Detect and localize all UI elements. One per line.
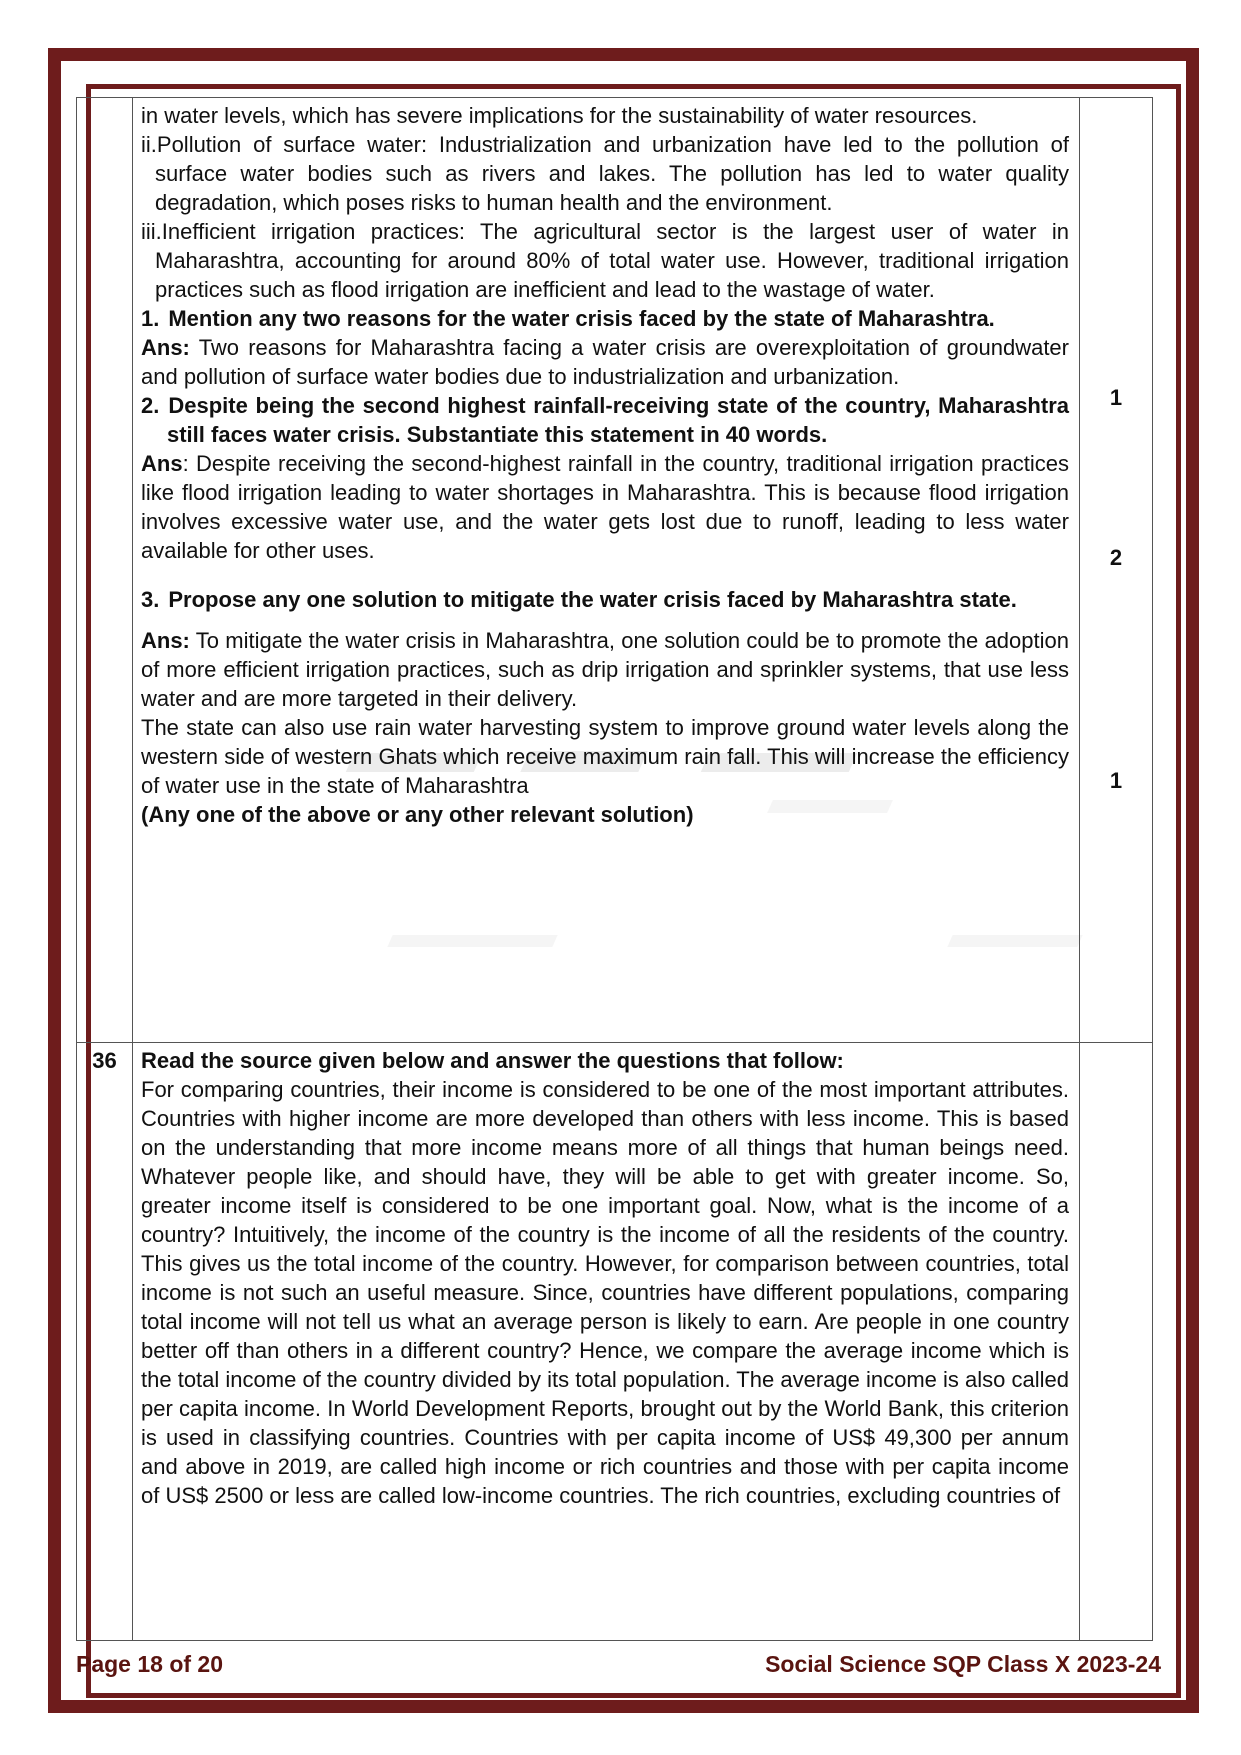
footer-page-number: Page 18 of 20 [76, 1651, 224, 1677]
answer-prefix: Ans: [141, 628, 190, 653]
text-block-hang: ii.Pollution of surface water: Industrialization and urbanization have led to the pollution of surface water bodies such as rivers and lakes. The pollution has led to water quality degradation, which poses risks to human health and the environment. [141, 132, 1069, 215]
list-marker: 1. [141, 306, 160, 331]
list-marker: ii. [141, 132, 157, 157]
list-marker: iii. [141, 219, 162, 244]
text-block-question: 1. Mention any two reasons for the water crisis faced by the state of Maharashtra. [141, 306, 995, 331]
question-number-cell: 36 [77, 1043, 133, 1640]
list-marker: 2. [141, 393, 160, 418]
answer-prefix: Ans [141, 451, 183, 476]
question-table [76, 97, 1153, 1641]
text-block-hang: iii.Inefficient irrigation practices: The agricultural sector is the largest user of water in Maharashtra, accounting for around 80% of total water use. However, traditional irrigation practices such as flood irrigation are inefficient and lead to the wastage of water. [141, 219, 1069, 302]
marks-value: 2 [1109, 545, 1123, 570]
text-block-hang: in water levels, which has severe implications for the sustainability of water resources. [141, 103, 978, 128]
table-row [77, 1042, 1152, 1640]
question-content-cell [133, 1043, 1079, 1640]
question-number-cell [77, 98, 133, 1042]
question-content-cell [133, 98, 1079, 1042]
list-marker: 3. [141, 587, 160, 612]
footer-paper-title: Social Science SQP Class X 2023-24 [765, 1651, 1161, 1677]
text-block-question: 3. Propose any one solution to mitigate the water crisis faced by Maharashtra state. [141, 587, 1017, 612]
text-block-para: The state can also use rain water harvesting system to improve ground water levels along the western side of western Ghats which receive maximum rain fall. This will increase the efficiency of water use in the state of Maharashtra [141, 715, 1069, 798]
table-row [77, 98, 1152, 1042]
text-block-answer: Ans: To mitigate the water crisis in Maharashtra, one solution could be to promote the adoption of more efficient irrigation practices, such as drip irrigation and sprinkler systems, that use less water and are more targeted in their delivery. [141, 628, 1069, 711]
text-block-bold: (Any one of the above or any other relevant solution) [141, 802, 694, 827]
text-block-answer: Ans: Two reasons for Maharashtra facing a water crisis are overexploitation of groundwater and pollution of surface water bodies due to industrialization and urbanization. [141, 335, 1069, 389]
marks-value: 1 [1109, 385, 1123, 410]
text-block-answer: Ans: Despite receiving the second-highest rainfall in the country, traditional irrigation practices like flood irrigation leading to water shortages in Maharashtra. This is because flood irrigation involves excessive water use, and the water gets lost due to runoff, leading to less water available for other uses. [141, 451, 1069, 563]
page-footer [76, 1651, 1161, 1678]
marks-cell [1079, 98, 1152, 1042]
answer-prefix: Ans: [141, 335, 190, 360]
text-block-question: 2. Despite being the second highest rainfall-receiving state of the country, Maharashtra still faces water crisis. Substantiate this statement in 40 words. [141, 393, 1069, 447]
marks-cell [1079, 1043, 1152, 1640]
marks-value: 1 [1109, 768, 1123, 793]
text-block-para: For comparing countries, their income is considered to be one of the most important attributes. Countries with higher income are more developed than others with less income. This is based on the understanding that more income means more of all things that human beings need. Whatever people like, and should have, they will be able to get with greater income. So, greater income itself is considered to be one important goal. Now, what is the income of a country? Intuitively, the income of the country is the income of all the residents of the country. This gives us the total income of the country. However, for comparison between countries, total income is not such an useful measure. Since, countries have different populations, comparing total income will not tell us what an average person is likely to earn. Are people in one country better off than others in a different country? Hence, we compare the average income which is the total income of the country divided by its total population. The average income is also called per capita income. In World Development Reports, brought out by the World Bank, this criterion is used in classifying countries. Countries with per capita income of US$ 49,300 per annum and above in 2019, are called high income or rich countries and those with per capita income of US$ 2500 or less are called low-income countries. The rich countries, excluding countries of [141, 1077, 1069, 1508]
text-block-bold: Read the source given below and answer the questions that follow: [141, 1048, 844, 1073]
